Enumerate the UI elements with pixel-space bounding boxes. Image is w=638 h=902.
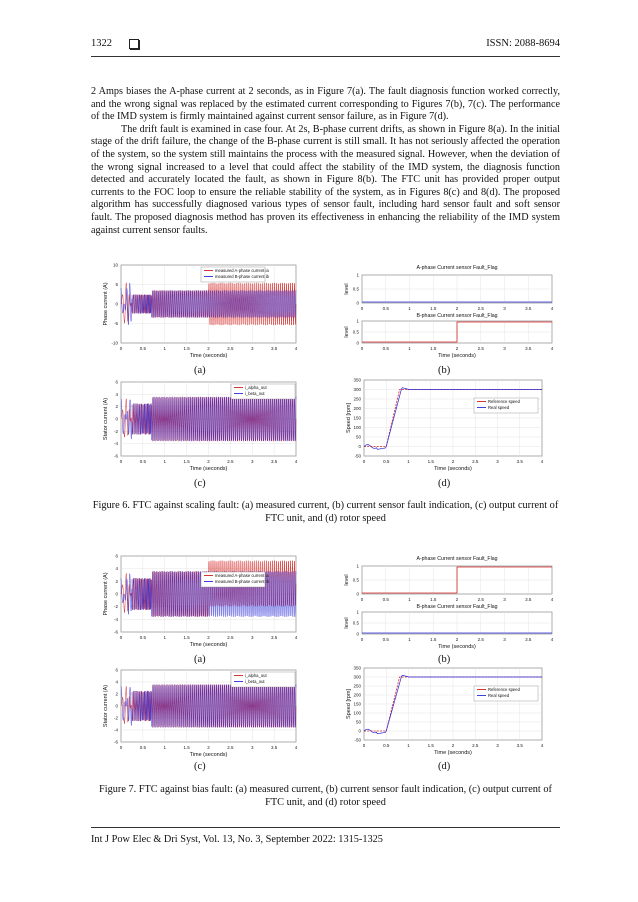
f7d-xtick: 3.5 bbox=[516, 743, 523, 748]
f6b-bottom-xtick: 0.5 bbox=[382, 346, 389, 351]
f7b-title-top: A-phase Current sensor Fault_Flag bbox=[416, 556, 498, 562]
f6b-bottom-xtick: 4 bbox=[550, 346, 554, 351]
f7d-ylabel: Speed [rpm] bbox=[346, 689, 352, 719]
f7a-ytick: 0 bbox=[115, 591, 118, 597]
f6c-xtick: 1.5 bbox=[183, 459, 190, 464]
f6d-ytick: 300 bbox=[353, 387, 361, 392]
f6c-xtick: 3 bbox=[250, 459, 254, 464]
f7d-ytick: 0 bbox=[358, 728, 361, 734]
f6a-xtick: 4 bbox=[294, 346, 298, 351]
f7b-top-xtick: 1 bbox=[408, 597, 411, 602]
f7b-bottom-xtick: 3.5 bbox=[525, 637, 532, 642]
f7b-bottom-ytick: 1 bbox=[356, 609, 359, 615]
f6b-bottom-xtick: 3.5 bbox=[525, 346, 532, 351]
f7d-ytick: 100 bbox=[353, 710, 361, 716]
f7d-ytick: -50 bbox=[354, 737, 361, 743]
f6b-bottom-xtick: 2.5 bbox=[477, 346, 484, 351]
f7b-top-ytick: 1 bbox=[356, 563, 359, 569]
f7b-bottom-ytick: 0.5 bbox=[352, 620, 359, 626]
f7d-xtick: 3 bbox=[496, 743, 499, 748]
f6c-ytick: 2 bbox=[115, 404, 118, 410]
f7d-ytick: 350 bbox=[353, 665, 361, 671]
f7a-ytick: 4 bbox=[115, 566, 118, 572]
f6c-legend-entry: i_alpha_out bbox=[245, 385, 267, 390]
f7d-legend-entry: Real speed bbox=[488, 693, 510, 698]
f6b-top-xtick: 2 bbox=[455, 306, 459, 311]
f6d-xtick: 1.5 bbox=[427, 459, 434, 464]
fig6-label-c: (c) bbox=[194, 478, 206, 489]
f7c-xtick: 3.5 bbox=[270, 745, 278, 750]
f6a-ytick: 10 bbox=[112, 262, 118, 268]
body-text bbox=[91, 86, 560, 237]
f7b-top-xtick: 0.5 bbox=[382, 597, 389, 602]
f6d-xtick: 2.5 bbox=[472, 459, 479, 464]
f6a-xlabel: Time (seconds) bbox=[189, 353, 228, 359]
f7d-xtick: 1 bbox=[407, 743, 410, 748]
f7a-ytick: 6 bbox=[115, 553, 118, 559]
fig6-c-chart bbox=[91, 376, 306, 476]
f6c-ytick: 4 bbox=[115, 391, 118, 397]
f6b-top-ylabel: level bbox=[344, 283, 350, 295]
fig6-label-a: (a) bbox=[194, 365, 206, 376]
f6b-top-xtick: 4 bbox=[550, 306, 554, 311]
f6b-bottom-xtick: 0 bbox=[360, 346, 364, 351]
fig7-c-chart bbox=[91, 664, 306, 760]
f7b-top-xtick: 1.5 bbox=[430, 597, 437, 602]
f7a-xtick: 0 bbox=[119, 635, 123, 640]
fig6-b-plot bbox=[322, 257, 562, 365]
f6a-ytick: 0 bbox=[115, 301, 118, 307]
f7a-xtick: 2.5 bbox=[227, 635, 234, 640]
f6b-bottom-xtick: 1.5 bbox=[430, 346, 437, 351]
f6a-xtick: 1.5 bbox=[183, 346, 190, 351]
f7c-ytick: 0 bbox=[115, 703, 118, 709]
f7a-xtick: 3 bbox=[250, 635, 254, 640]
f6d-xtick: 4 bbox=[540, 459, 544, 464]
f6b-title-bottom: B-phase Current sensor Fault_Flag bbox=[416, 313, 498, 319]
fig6-label-d: (d) bbox=[438, 478, 451, 489]
f7c-ytick: 2 bbox=[115, 691, 118, 697]
f7b-bottom-xtick: 0.5 bbox=[382, 637, 389, 642]
page-header bbox=[91, 36, 560, 54]
f7c-ytick: 4 bbox=[115, 679, 118, 685]
f7a-xtick: 4 bbox=[294, 635, 298, 640]
f6c-ytick: -2 bbox=[113, 428, 118, 434]
f7c-xtick: 0 bbox=[119, 745, 123, 750]
f6b-bottom-ytick: 0.5 bbox=[352, 329, 359, 335]
f7a-xtick: 1.5 bbox=[183, 635, 190, 640]
f6d-legend-entry: Real speed bbox=[488, 405, 510, 410]
f6d-ytick: 200 bbox=[353, 406, 361, 411]
f7a-ylabel: Phase current (A) bbox=[103, 572, 109, 616]
f7b-top-xtick: 0 bbox=[360, 597, 364, 602]
f7d-legend-entry: Reference speed bbox=[488, 687, 520, 692]
f6b-bottom-ytick: 0 bbox=[356, 340, 359, 346]
f6b-top-ytick: 0.5 bbox=[352, 286, 359, 292]
f7a-ytick: -4 bbox=[113, 616, 118, 622]
f6a-xtick: 2.5 bbox=[227, 346, 234, 351]
f7c-xtick: 3 bbox=[250, 745, 254, 750]
fig6-c-plot bbox=[91, 376, 306, 476]
f7d-ytick: 150 bbox=[353, 701, 361, 707]
f6b-title-top: A-phase Current sensor Fault_Flag bbox=[416, 265, 498, 271]
f7c-xtick: 1 bbox=[163, 745, 167, 750]
header-rule bbox=[91, 56, 560, 57]
f6b-top-xtick: 3.5 bbox=[525, 306, 532, 311]
footer-citation: Int J Pow Elec & Dri Syst, Vol. 13, No. 3, September 2022: 1315-1325 bbox=[91, 834, 383, 845]
fig7-a-chart bbox=[91, 548, 306, 654]
f7d-ytick: 50 bbox=[355, 719, 361, 725]
f7b-title-bottom: B-phase Current sensor Fault_Flag bbox=[416, 604, 498, 610]
f7c-legend-entry: i_beta_out bbox=[245, 679, 265, 684]
paragraph-2: The drift fault is examined in case four. At 2s, B-phase current drifts, as shown in Figure 8(a). In the initial stage of the drift failure, the change of the B-phase current is still small. It has not seriously affected the operation of the system, so the system still maintains the process with the measured signal. However, when the deviation of the wrong signal increased to a level that could affect the stability of the IMD system, the diagnosis function detected and accurately located the fault, as shown in Figure 8(b). The FTC unit has provided proper output currents to the FOC loop to ensure the reliable stability of the system, as in Figures 8(c) and 8(d). The proposed algorithm has successfully diagnosed various types of sensor fault, including hard sensor fault and soft sensor fault. The proposed diagnosis method has proven its effectiveness in enhancing the reliability of the IMD system against current sensor faults. bbox=[91, 123, 560, 236]
f6d-ylabel: Speed [rpm] bbox=[346, 403, 352, 433]
f6d-legend-entry: Reference speed bbox=[488, 399, 520, 404]
f6b-top-ytick: 1 bbox=[356, 272, 359, 278]
f6b-bottom-xlabel: Time (seconds) bbox=[438, 353, 476, 359]
f6b-bottom-xtick: 1 bbox=[408, 346, 411, 351]
f7c-ytick: -4 bbox=[113, 727, 118, 733]
f6d-xtick: 3 bbox=[496, 459, 499, 464]
f6b-top-xtick: 2.5 bbox=[477, 306, 484, 311]
f7d-xlabel: Time (seconds) bbox=[434, 750, 472, 756]
f7a-legend-entry: measured A-phase current ia bbox=[215, 573, 269, 578]
f6d-xtick: 0 bbox=[362, 459, 366, 464]
f6a-xtick: 3.5 bbox=[270, 346, 278, 351]
issn: ISSN: 2088-8694 bbox=[486, 38, 560, 49]
f7b-top-ytick: 0.5 bbox=[352, 577, 359, 583]
f7c-legend-entry: i_alpha_out bbox=[245, 673, 267, 678]
f7d-xtick: 2.5 bbox=[472, 743, 479, 748]
f6a-ytick: -10 bbox=[111, 340, 118, 346]
f6c-ytick: 6 bbox=[115, 379, 118, 385]
f7c-xtick: 2.5 bbox=[227, 745, 234, 750]
fig6-b-chart bbox=[322, 257, 562, 365]
f6b-bottom-xtick: 3 bbox=[503, 346, 506, 351]
figure7-caption: Figure 7. FTC against bias fault: (a) measured current, (b) current sensor fault indication, (c) output current of FTC unit, and (d) rotor speed bbox=[99, 784, 552, 808]
f7d-xtick: 2 bbox=[451, 743, 455, 748]
f6d-ytick: 150 bbox=[353, 415, 361, 421]
f6a-ylabel: Phase current (A) bbox=[103, 282, 109, 326]
f7a-ytick: -6 bbox=[113, 629, 118, 635]
f7d-xtick: 0.5 bbox=[383, 743, 390, 748]
fig6-a-chart bbox=[91, 257, 306, 365]
f6d-ytick: 50 bbox=[355, 434, 361, 440]
square-bullet-icon bbox=[129, 39, 139, 49]
f7c-xtick: 0.5 bbox=[139, 745, 147, 750]
f6a-xtick: 3 bbox=[250, 346, 254, 351]
f7d-ytick: 250 bbox=[353, 683, 361, 689]
f7c-ytick: 6 bbox=[115, 667, 118, 673]
f7d-ytick: 200 bbox=[353, 692, 361, 698]
f7a-ytick: -2 bbox=[113, 604, 118, 610]
f7a-ytick: 2 bbox=[115, 578, 118, 584]
f7d-xtick: 1.5 bbox=[427, 743, 434, 748]
f7b-top-xtick: 2 bbox=[455, 597, 459, 602]
f7a-xtick: 3.5 bbox=[270, 635, 278, 640]
footer-rule bbox=[91, 827, 560, 828]
f6d-xlabel: Time (seconds) bbox=[434, 466, 472, 472]
fig6-label-b: (b) bbox=[438, 365, 451, 376]
page-number: 1322 bbox=[91, 38, 112, 49]
fig7-d-chart bbox=[338, 664, 548, 760]
f6d-ytick: 350 bbox=[353, 377, 361, 383]
fig7-b-chart bbox=[322, 548, 562, 654]
f6c-xlabel: Time (seconds) bbox=[189, 466, 228, 472]
f6b-top-xtick: 0 bbox=[360, 306, 364, 311]
f6b-bottom-ytick: 1 bbox=[356, 318, 359, 324]
f7d-ytick: 300 bbox=[353, 674, 361, 680]
fig6-d-plot bbox=[338, 376, 548, 476]
f7b-top-xtick: 2.5 bbox=[477, 597, 484, 602]
f6c-xtick: 1 bbox=[163, 459, 167, 464]
f7b-top-xtick: 3.5 bbox=[525, 597, 532, 602]
f6b-bottom-ylabel: level bbox=[344, 326, 350, 338]
paragraph-1: 2 Amps biases the A-phase current at 2 seconds, as in Figure 7(a). The fault diagnosis function worked correctly, and the wrong signal was replaced by the estimated current corresponding to Figures 7(b), 7(c). The performance of the IMD system is firmly maintained against current sensor failure, as in Figure 7(d). bbox=[91, 86, 560, 123]
f6d-xtick: 1 bbox=[407, 459, 410, 464]
f6c-xtick: 3.5 bbox=[270, 459, 278, 464]
f6c-ylabel: Stator current (A) bbox=[103, 397, 109, 441]
f6b-top-ytick: 0 bbox=[356, 300, 359, 306]
f7b-bottom-ytick: 0 bbox=[356, 631, 359, 637]
fig7-a-plot bbox=[91, 548, 306, 654]
fig6-a-plot bbox=[91, 257, 306, 365]
f7c-ytick: -2 bbox=[113, 715, 118, 721]
f6b-bottom-xtick: 2 bbox=[455, 346, 459, 351]
f6c-xtick: 2.5 bbox=[227, 459, 234, 464]
f6d-xtick: 3.5 bbox=[516, 459, 523, 464]
f7b-bottom-xtick: 1.5 bbox=[430, 637, 437, 642]
f7c-xtick: 2 bbox=[207, 745, 210, 750]
f7a-xtick: 0.5 bbox=[139, 635, 147, 640]
f6b-top-xtick: 3 bbox=[503, 306, 506, 311]
f7a-xlabel: Time (seconds) bbox=[189, 642, 228, 648]
f6a-xtick: 2 bbox=[207, 346, 210, 351]
f7a-xtick: 2 bbox=[207, 635, 210, 640]
f7d-xtick: 4 bbox=[540, 743, 544, 748]
f6a-legend-entry: measured A-phase current ia bbox=[215, 268, 269, 273]
f7c-xtick: 4 bbox=[294, 745, 298, 750]
f6c-ytick: 0 bbox=[115, 416, 118, 422]
f7c-ylabel: Stator current (A) bbox=[103, 684, 109, 728]
f6a-ytick: -5 bbox=[113, 321, 118, 326]
fig7-label-c: (c) bbox=[194, 761, 206, 772]
f7a-legend-entry: measured B-phase current ib bbox=[215, 579, 269, 584]
f7b-top-ytick: 0 bbox=[356, 591, 359, 597]
f6a-xtick: 1 bbox=[163, 346, 167, 351]
fig7-d-plot bbox=[338, 664, 548, 760]
f6c-legend-entry: i_beta_out bbox=[245, 391, 265, 396]
f6c-xtick: 4 bbox=[294, 459, 298, 464]
f7b-bottom-xtick: 0 bbox=[360, 637, 364, 642]
f7b-top-xtick: 4 bbox=[550, 597, 554, 602]
f6b-top-xtick: 1.5 bbox=[430, 306, 437, 311]
fig7-label-a: (a) bbox=[194, 654, 206, 665]
f6c-ytick: -6 bbox=[113, 453, 118, 459]
f7b-bottom-xtick: 3 bbox=[503, 637, 506, 642]
f6b-top-xtick: 1 bbox=[408, 306, 411, 311]
fig7-label-d: (d) bbox=[438, 761, 451, 772]
f6d-ytick: 250 bbox=[353, 396, 361, 402]
f7c-xlabel: Time (seconds) bbox=[189, 752, 228, 758]
f6c-xtick: 0 bbox=[119, 459, 123, 464]
f6a-xtick: 0 bbox=[119, 346, 123, 351]
fig7-c-plot bbox=[91, 664, 306, 760]
fig7-label-b: (b) bbox=[438, 654, 451, 665]
figure6-caption: Figure 6. FTC against scaling fault: (a) measured current, (b) current sensor fault indication, (c) output current of FTC unit, and (d) rotor speed bbox=[92, 500, 559, 524]
f7b-bottom-xtick: 1 bbox=[408, 637, 411, 642]
f6d-xtick: 2 bbox=[451, 459, 455, 464]
f7b-bottom-xtick: 2.5 bbox=[477, 637, 484, 642]
f6c-xtick: 0.5 bbox=[139, 459, 147, 464]
f6b-top-xtick: 0.5 bbox=[382, 306, 389, 311]
f7c-xtick: 1.5 bbox=[183, 745, 190, 750]
f7b-bottom-xtick: 2 bbox=[455, 637, 459, 642]
f7a-xtick: 1 bbox=[163, 635, 167, 640]
f6d-xtick: 0.5 bbox=[383, 459, 390, 464]
f6a-legend-entry: measured B-phase current ib bbox=[215, 274, 269, 279]
f6a-xtick: 0.5 bbox=[139, 346, 147, 351]
f6d-ytick: -50 bbox=[354, 453, 361, 459]
f6a-ytick: 5 bbox=[115, 282, 118, 287]
f7b-bottom-xtick: 4 bbox=[550, 637, 554, 642]
f7b-bottom-ylabel: level bbox=[344, 617, 350, 629]
f6c-xtick: 2 bbox=[207, 459, 210, 464]
f7b-bottom-xlabel: Time (seconds) bbox=[438, 644, 476, 650]
fig7-b-plot bbox=[322, 548, 562, 654]
f7b-top-ylabel: level bbox=[344, 574, 350, 586]
f7c-ytick: -6 bbox=[113, 739, 118, 745]
f7d-xtick: 0 bbox=[362, 743, 366, 748]
f6d-ytick: 100 bbox=[353, 425, 361, 430]
f6d-ytick: 0 bbox=[358, 444, 361, 449]
f6c-ytick: -4 bbox=[113, 441, 118, 447]
f7b-top-xtick: 3 bbox=[503, 597, 506, 602]
fig6-d-chart bbox=[338, 376, 548, 476]
